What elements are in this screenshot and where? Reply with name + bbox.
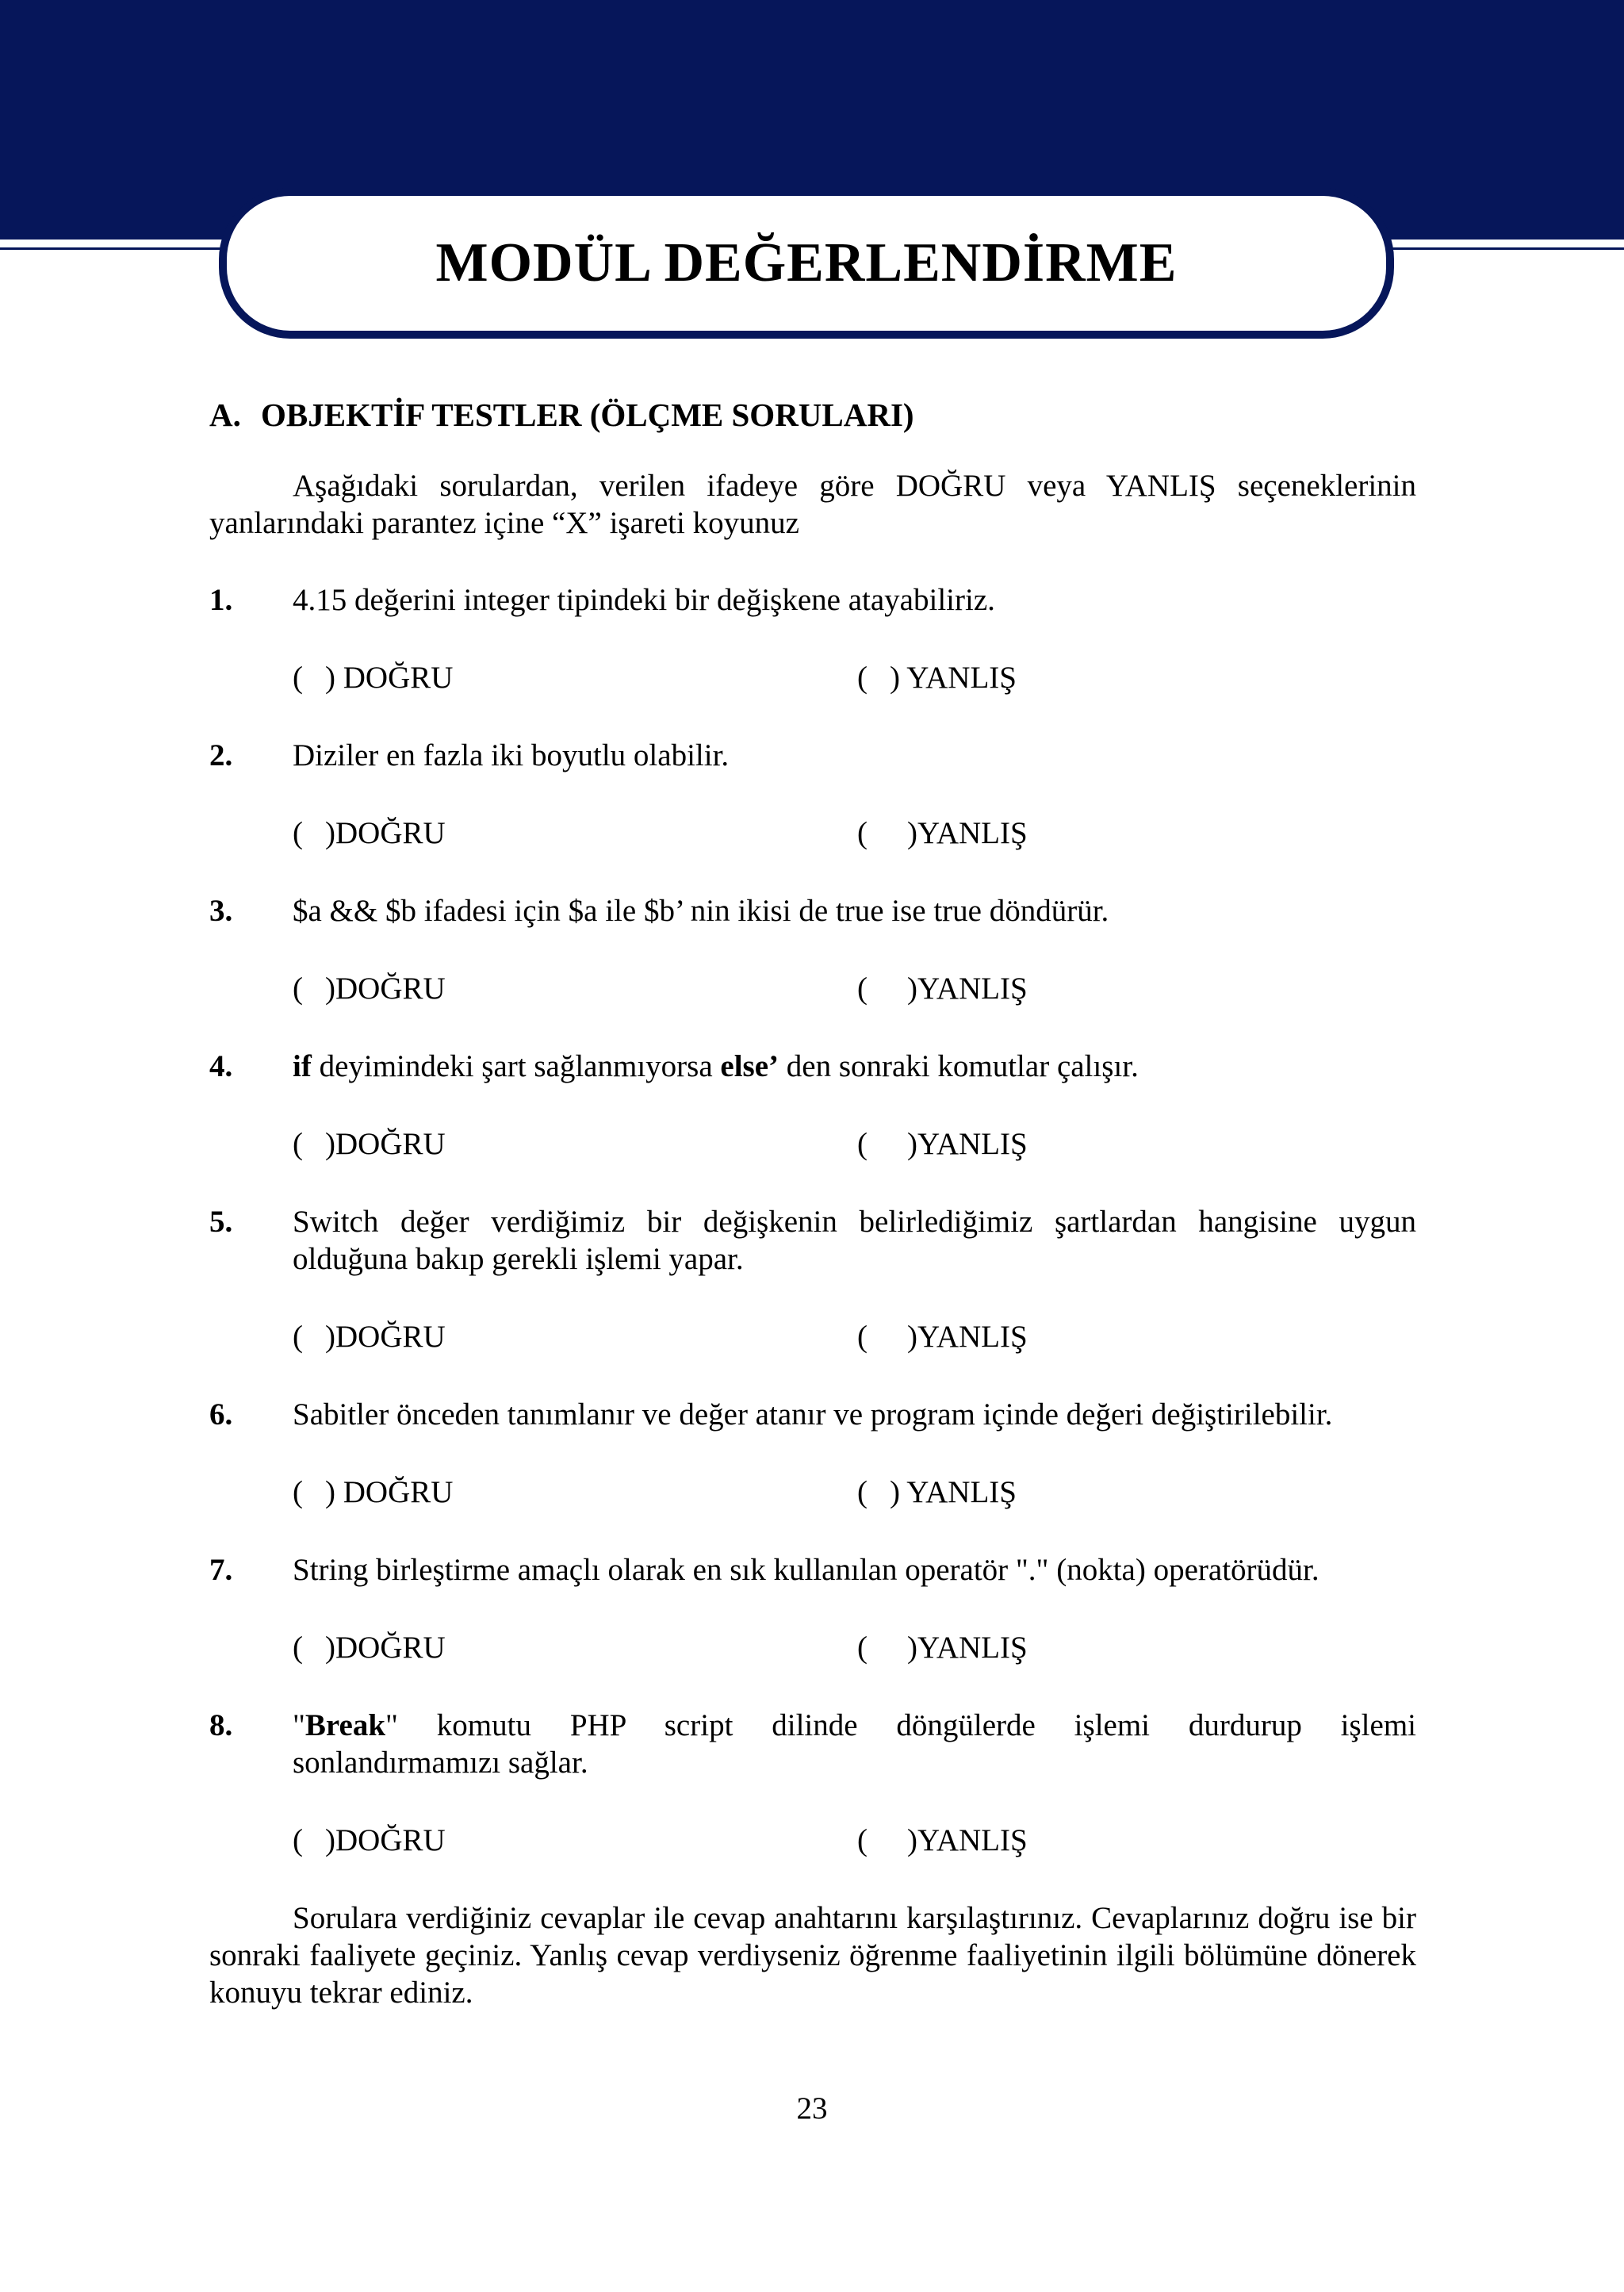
keyword-else: else’ bbox=[720, 1049, 779, 1083]
question-7 bbox=[209, 1551, 1416, 1589]
true-option-label: )DOĞRU bbox=[325, 1631, 446, 1665]
checkbox-open-paren[interactable]: ( bbox=[857, 1320, 868, 1354]
true-option-label: )DOĞRU bbox=[325, 816, 446, 850]
question-number: 5. bbox=[209, 1205, 233, 1239]
false-option-label: )YANLIŞ bbox=[907, 1823, 1028, 1857]
question-text: 4.15 değerini integer tipindeki bir değişkene atayabiliriz. bbox=[293, 583, 995, 617]
question-text: Sabitler önceden tanımlanır ve değer atanır ve program içinde değeri değiştirilebilir. bbox=[293, 1397, 1333, 1432]
question-text-line: sonlandırmamızı sağlar. bbox=[293, 1746, 588, 1780]
true-option[interactable] bbox=[293, 1318, 857, 1355]
false-option[interactable] bbox=[857, 1125, 1028, 1163]
checkbox-open-paren[interactable]: ( bbox=[857, 661, 868, 695]
true-option-label: )DOĞRU bbox=[325, 1127, 446, 1161]
closing-paragraph: Sorulara verdiğiniz cevaplar ile cevap anahtarını karşılaştırınız. Cevaplarınız doğru ise bir sonraki faaliyete geçiniz. Yanlış cevap verdiyseniz öğrenme faaliyetinin ilgili bölümüne dönerek konuyu tekrar ediniz. bbox=[209, 1901, 1416, 2010]
checkbox-open-paren[interactable]: ( bbox=[293, 1127, 303, 1161]
checkbox-open-paren[interactable]: ( bbox=[293, 1631, 303, 1665]
checkbox-open-paren[interactable]: ( bbox=[857, 1823, 868, 1857]
true-option-label: ) DOĞRU bbox=[325, 1475, 454, 1509]
checkbox-open-paren[interactable]: ( bbox=[293, 972, 303, 1006]
question-number: 8. bbox=[209, 1708, 233, 1742]
checkbox-open-paren[interactable]: ( bbox=[293, 661, 303, 695]
false-option-label: ) YANLIŞ bbox=[890, 1475, 1017, 1509]
question-number: 3. bbox=[209, 894, 233, 928]
checkbox-open-paren[interactable]: ( bbox=[293, 816, 303, 850]
true-option[interactable] bbox=[293, 814, 857, 852]
question-number: 2. bbox=[209, 738, 233, 772]
false-option[interactable] bbox=[857, 1822, 1028, 1859]
false-option-label: ) YANLIŞ bbox=[890, 661, 1017, 695]
question-text: Diziler en fazla iki boyutlu olabilir. bbox=[293, 738, 730, 772]
question-text: $a && $b ifadesi için $a ile $b’ nin ikisi de true ise true döndürür. bbox=[293, 894, 1109, 928]
instructions-paragraph: Aşağıdaki sorulardan, verilen ifadeye göre DOĞRU veya YANLIŞ seçeneklerinin yanlarındaki parantez içine “X” işareti koyunuz bbox=[209, 469, 1416, 540]
false-option[interactable] bbox=[857, 659, 1017, 696]
question-text-part: " komutu PHP script dilinde döngülerde işlemi durdurup işlemi bbox=[385, 1708, 1416, 1742]
false-option[interactable] bbox=[857, 970, 1028, 1007]
keyword-break: Break bbox=[304, 1708, 386, 1742]
checkbox-open-paren[interactable]: ( bbox=[857, 1127, 868, 1161]
false-option[interactable] bbox=[857, 1629, 1028, 1666]
question-text: String birleştirme amaçlı olarak en sık kullanılan operatör "." (nokta) operatörüdür. bbox=[293, 1553, 1320, 1587]
section-heading bbox=[209, 397, 1416, 434]
answer-options-7 bbox=[293, 1629, 1416, 1666]
question-6 bbox=[209, 1396, 1416, 1433]
answer-options-4 bbox=[293, 1125, 1416, 1163]
question-1 bbox=[209, 581, 1416, 619]
true-option[interactable] bbox=[293, 659, 857, 696]
answer-options-8 bbox=[293, 1822, 1416, 1859]
header-rule-left bbox=[0, 240, 230, 247]
answer-options-3 bbox=[293, 970, 1416, 1007]
false-option-label: )YANLIŞ bbox=[907, 1127, 1028, 1161]
question-text-line: olduğuna bakıp gerekli işlemi yapar. bbox=[293, 1242, 744, 1276]
true-option-label: ) DOĞRU bbox=[325, 661, 454, 695]
question-text-line: Switch değer verdiğimiz bir değişkenin belirlediğimiz şartlardan hangisine uygun bbox=[293, 1205, 1416, 1239]
page-number: 23 bbox=[796, 2091, 828, 2125]
checkbox-open-paren[interactable]: ( bbox=[293, 1823, 303, 1857]
false-option-label: )YANLIŞ bbox=[907, 1320, 1028, 1354]
checkbox-open-paren[interactable]: ( bbox=[857, 1475, 868, 1509]
answer-options-1 bbox=[293, 659, 1416, 696]
false-option-label: )YANLIŞ bbox=[907, 972, 1028, 1006]
answer-options-2 bbox=[293, 814, 1416, 852]
false-option[interactable] bbox=[857, 1474, 1017, 1511]
checkbox-open-paren[interactable]: ( bbox=[293, 1320, 303, 1354]
false-option-label: )YANLIŞ bbox=[907, 1631, 1028, 1665]
false-option[interactable] bbox=[857, 814, 1028, 852]
question-text bbox=[293, 1707, 1416, 1781]
true-option[interactable] bbox=[293, 970, 857, 1007]
true-option-label: )DOĞRU bbox=[325, 972, 446, 1006]
page-title: MODÜL DEĞERLENDİRME bbox=[435, 232, 1178, 293]
question-number: 1. bbox=[209, 583, 233, 617]
question-text bbox=[293, 1048, 1416, 1085]
question-4 bbox=[209, 1048, 1416, 1085]
false-option[interactable] bbox=[857, 1318, 1028, 1355]
true-option[interactable] bbox=[293, 1822, 857, 1859]
section-letter: A. bbox=[209, 397, 241, 433]
question-5 bbox=[209, 1203, 1416, 1278]
answer-options-6 bbox=[293, 1474, 1416, 1511]
question-3 bbox=[209, 892, 1416, 929]
question-text bbox=[293, 1203, 1416, 1278]
checkbox-open-paren[interactable]: ( bbox=[293, 1475, 303, 1509]
header-rule-right bbox=[1388, 240, 1624, 247]
answer-options-5 bbox=[293, 1318, 1416, 1355]
page-content bbox=[209, 397, 1416, 2051]
question-number: 7. bbox=[209, 1553, 233, 1587]
true-option-label: )DOĞRU bbox=[325, 1320, 446, 1354]
question-8 bbox=[209, 1707, 1416, 1781]
false-option-label: )YANLIŞ bbox=[907, 816, 1028, 850]
true-option-label: )DOĞRU bbox=[325, 1823, 446, 1857]
true-option[interactable] bbox=[293, 1474, 857, 1511]
question-2 bbox=[209, 737, 1416, 774]
true-option[interactable] bbox=[293, 1125, 857, 1163]
checkbox-open-paren[interactable]: ( bbox=[857, 1631, 868, 1665]
question-number: 6. bbox=[209, 1397, 233, 1432]
checkbox-open-paren[interactable]: ( bbox=[857, 972, 868, 1006]
question-text-part: deyimindeki şart sağlanmıyorsa bbox=[311, 1049, 721, 1083]
checkbox-open-paren[interactable]: ( bbox=[857, 816, 868, 850]
keyword-if: if bbox=[293, 1049, 312, 1083]
section-title: OBJEKTİF TESTLER (ÖLÇME SORULARI) bbox=[261, 397, 914, 433]
question-number: 4. bbox=[209, 1049, 233, 1083]
question-text-part: " bbox=[293, 1708, 305, 1742]
true-option[interactable] bbox=[293, 1629, 857, 1666]
title-banner bbox=[219, 188, 1394, 339]
question-text-part: den sonraki komutlar çalışır. bbox=[779, 1049, 1139, 1083]
